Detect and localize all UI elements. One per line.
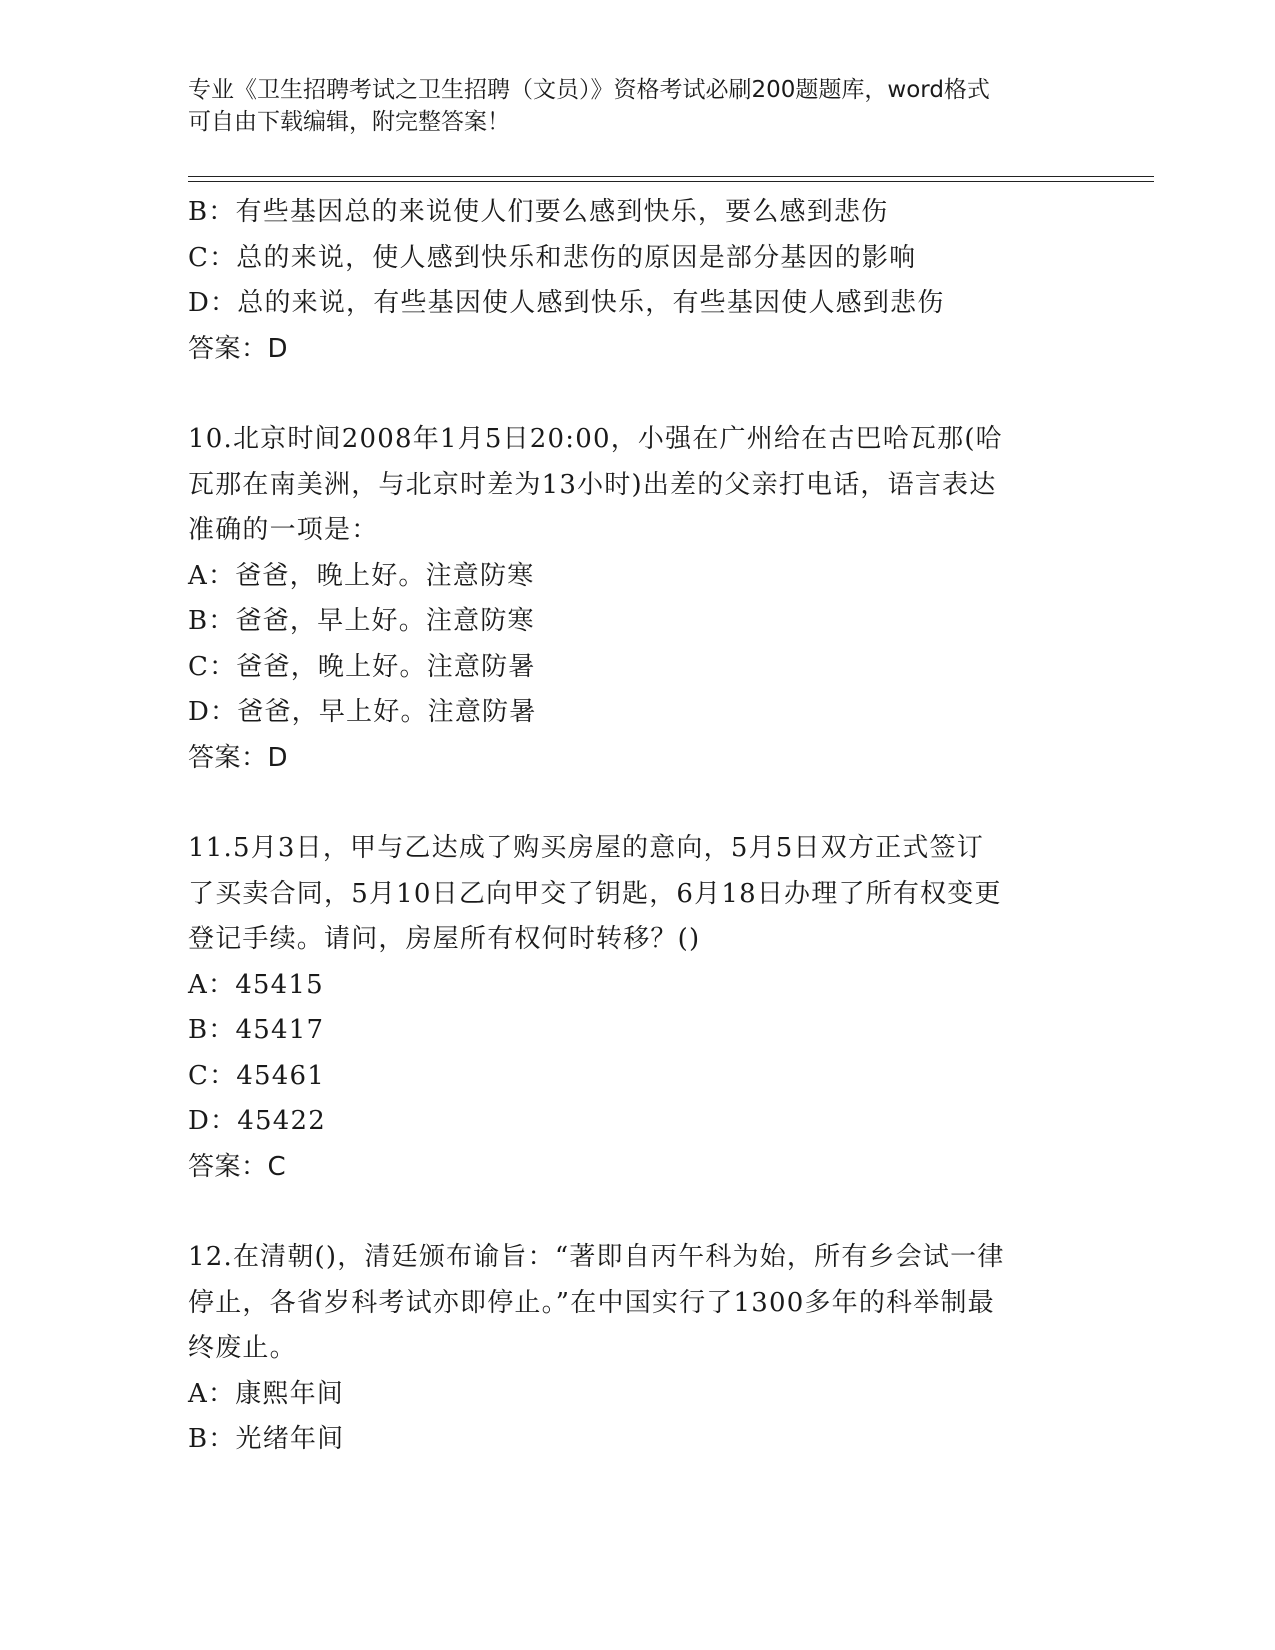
header-title-line-1: 专业《卫生招聘考试之卫生招聘（文员）》资格考试必刷200题题库，word格式 xyxy=(188,77,990,103)
option-b: B：爸爸，早上好。注意防寒 xyxy=(188,606,535,636)
option-b: B：45417 xyxy=(188,1015,325,1045)
option-a: A：爸爸，晚上好。注意防寒 xyxy=(188,560,535,591)
option-c: C：爸爸，晚上好。注意防暑 xyxy=(188,651,536,682)
spacer xyxy=(188,372,1068,417)
question-11 xyxy=(188,826,1068,1190)
question-text-line: 瓦那在南美洲，与北京时差为13小时)出差的父亲打电话，语言表达 xyxy=(188,469,997,500)
question-text-line: 了买卖合同，5月10日乙向甲交了钥匙，6月18日办理了所有权变更 xyxy=(188,878,1002,909)
question-10 xyxy=(188,417,1068,781)
spacer xyxy=(188,781,1068,826)
option-b: B：有些基因总的来说使人们要么感到快乐，要么感到悲伤 xyxy=(188,197,889,227)
question-text-line: 11.5月3日，甲与乙达成了购买房屋的意向，5月5日双方正式签订 xyxy=(188,833,984,863)
answer: 答案：D xyxy=(188,742,289,773)
option-d: D：爸爸，早上好。注意防暑 xyxy=(188,697,537,727)
question-text-line: 12.在清朝()，清廷颁布谕旨：“著即自丙午科为始，所有乡会试一律 xyxy=(188,1242,1005,1272)
question-text-line: 准确的一项是： xyxy=(188,515,379,545)
question-text-line: 停止，各省岁科考试亦即停止。”在中国实行了1300多年的科举制最 xyxy=(188,1287,995,1318)
question-9-tail xyxy=(188,190,1068,372)
option-a: A：45415 xyxy=(188,969,324,1000)
option-a: A：康熙年间 xyxy=(188,1378,344,1409)
question-body xyxy=(188,190,1068,1463)
answer: 答案：C xyxy=(188,1151,287,1182)
header-rule-top xyxy=(188,176,1154,177)
question-text-line: 终废止。 xyxy=(188,1333,297,1363)
option-c: C：总的来说，使人感到快乐和悲伤的原因是部分基因的影响 xyxy=(188,242,917,273)
header-title-line-2: 可自由下载编辑，附完整答案！ xyxy=(188,109,510,135)
document-header xyxy=(188,74,1068,138)
option-d: D：45422 xyxy=(188,1106,326,1136)
question-12 xyxy=(188,1235,1068,1463)
question-text-line: 登记手续。请问，房屋所有权何时转移？() xyxy=(188,924,701,954)
option-d: D：总的来说，有些基因使人感到快乐，有些基因使人感到悲伤 xyxy=(188,288,945,318)
spacer xyxy=(188,1190,1068,1235)
header-rule-bottom xyxy=(188,181,1154,182)
option-b: B：光绪年间 xyxy=(188,1424,345,1454)
question-text-line: 10.北京时间2008年1月5日20:00，小强在广州给在古巴哈瓦那(哈 xyxy=(188,424,1003,454)
option-c: C：45461 xyxy=(188,1060,326,1091)
answer: 答案：D xyxy=(188,333,289,364)
